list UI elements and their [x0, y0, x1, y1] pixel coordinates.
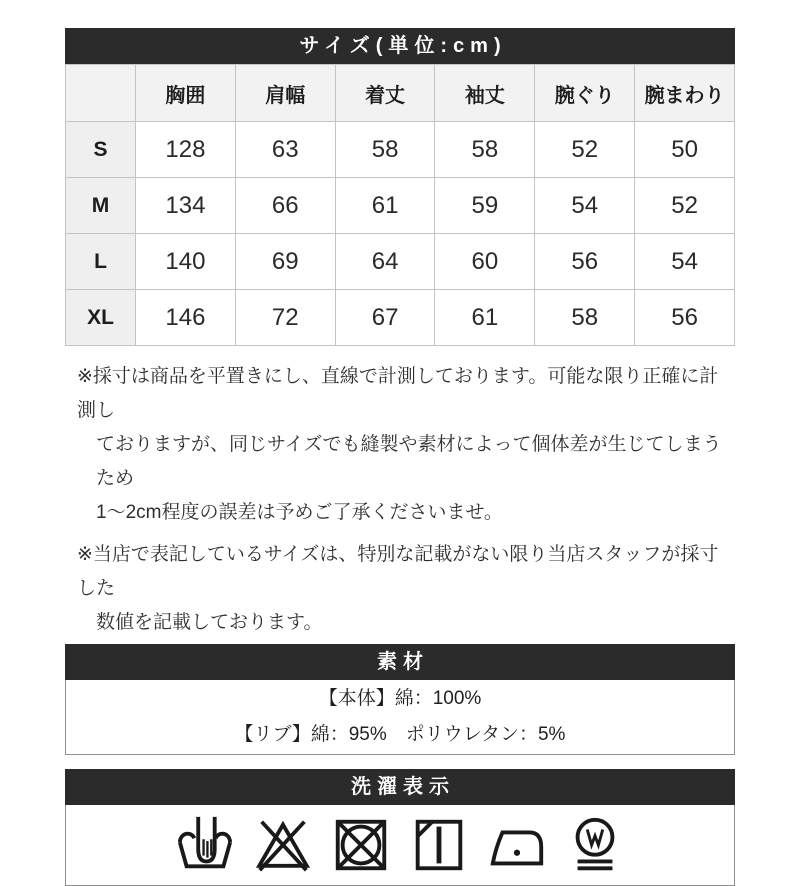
- size-cell: 56: [635, 290, 735, 346]
- col-header-sleeve: 袖丈: [435, 65, 535, 122]
- size-cell: 63: [235, 122, 335, 178]
- size-cell: 59: [435, 178, 535, 234]
- size-spec-sheet: [65, 28, 735, 886]
- size-cell: 64: [335, 234, 435, 290]
- material-title-bar: 素材: [65, 644, 735, 680]
- size-cell: 54: [635, 234, 735, 290]
- size-table-header-row: [66, 65, 735, 122]
- size-cell: 52: [535, 122, 635, 178]
- hand-wash-icon: [174, 814, 236, 876]
- col-header-armhole: 腕ぐり: [535, 65, 635, 122]
- size-row-xl: [66, 290, 735, 346]
- size-row-s: [66, 122, 735, 178]
- do-not-tumble-dry-icon: [330, 814, 392, 876]
- col-header-shoulder: 肩幅: [235, 65, 335, 122]
- size-cell: 72: [235, 290, 335, 346]
- size-cell: 66: [235, 178, 335, 234]
- wet-clean-gentle-icon: [564, 814, 626, 876]
- note-line: ※採寸は商品を平置きにし、直線で計測しております。可能な限り正確に計測し: [77, 366, 719, 421]
- size-cell: 50: [635, 122, 735, 178]
- measurement-note-2: [65, 538, 735, 640]
- iron-low-icon: [486, 814, 548, 876]
- do-not-bleach-icon: [252, 814, 314, 876]
- care-icons-row: [65, 805, 735, 886]
- size-row-label: XL: [66, 290, 136, 346]
- note-line: 数値を記載しております。: [96, 612, 323, 633]
- size-cell: 140: [136, 234, 236, 290]
- size-cell: 61: [435, 290, 535, 346]
- size-cell: 134: [136, 178, 236, 234]
- size-cell: 67: [335, 290, 435, 346]
- size-cell: 61: [335, 178, 435, 234]
- size-table-title-bar: サイズ(単位:cm): [65, 28, 735, 64]
- material-section: [65, 644, 735, 755]
- size-cell: 58: [535, 290, 635, 346]
- size-cell: 60: [435, 234, 535, 290]
- col-header-arm-circumference: 腕まわり: [635, 65, 735, 122]
- corner-cell: [66, 65, 136, 122]
- note-line: ※当店で表記しているサイズは、特別な記載がない限り当店スタッフが採寸した: [77, 544, 719, 599]
- measurement-note-1: [65, 360, 735, 530]
- note-line: ておりますが、同じサイズでも縫製や素材によって個体差が生じてしまうため: [96, 434, 722, 489]
- care-section: [65, 769, 735, 886]
- size-row-m: [66, 178, 735, 234]
- size-cell: 58: [335, 122, 435, 178]
- size-row-l: [66, 234, 735, 290]
- col-header-length: 着丈: [335, 65, 435, 122]
- size-row-label: S: [66, 122, 136, 178]
- size-row-label: M: [66, 178, 136, 234]
- size-cell: 52: [635, 178, 735, 234]
- size-cell: 54: [535, 178, 635, 234]
- size-row-label: L: [66, 234, 136, 290]
- size-cell: 146: [136, 290, 236, 346]
- care-title-bar: 洗濯表示: [65, 769, 735, 805]
- material-content: [65, 680, 735, 755]
- col-header-chest: 胸囲: [136, 65, 236, 122]
- size-cell: 58: [435, 122, 535, 178]
- size-cell: 69: [235, 234, 335, 290]
- material-body-line: 【本体】綿：100%: [318, 688, 482, 709]
- note-line: 1〜2cm程度の誤差は予めご了承くださいませ。: [96, 502, 503, 523]
- size-cell: 56: [535, 234, 635, 290]
- size-cell: 128: [136, 122, 236, 178]
- size-table: [65, 64, 735, 346]
- shade-line-dry-icon: [408, 814, 470, 876]
- material-rib-line: 【リブ】綿：95% ポリウレタン：5%: [234, 724, 566, 745]
